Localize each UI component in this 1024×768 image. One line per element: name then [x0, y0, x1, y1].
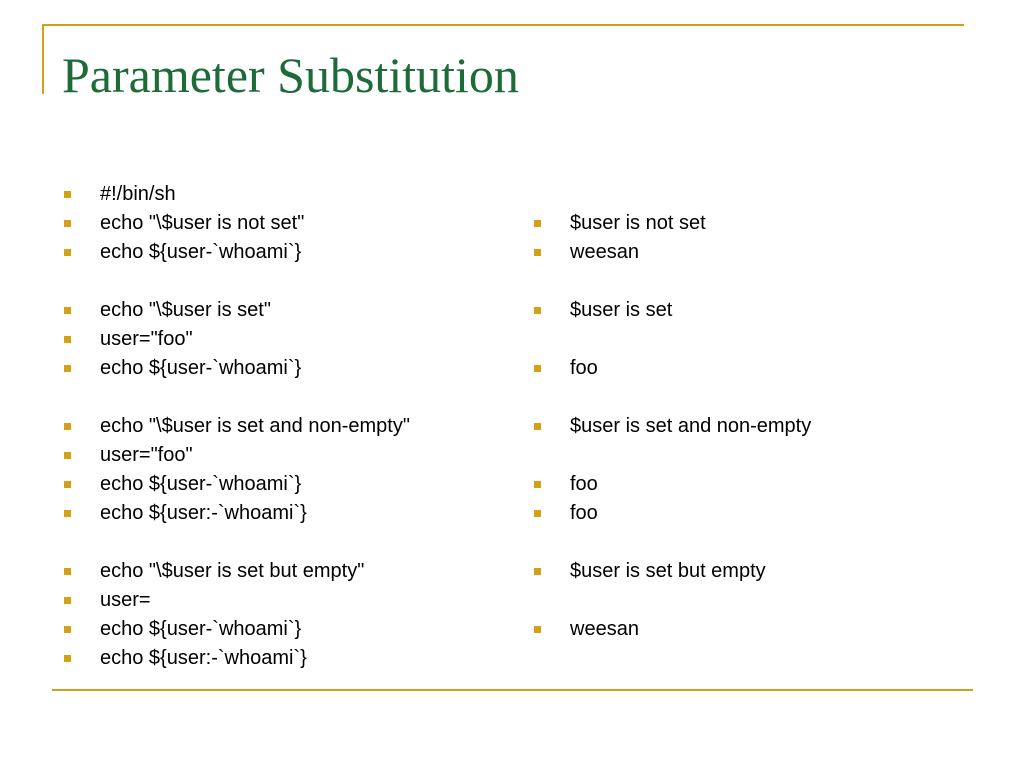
square-bullet-icon — [64, 249, 71, 256]
script-line — [62, 557, 502, 586]
square-bullet-icon — [64, 452, 71, 459]
output-line — [532, 557, 972, 586]
script-line-text: echo ${user-`whoami`} — [100, 241, 302, 263]
script-line — [62, 412, 502, 441]
blank-line — [532, 325, 972, 354]
blank-line — [532, 644, 972, 673]
slide-title: Parameter Substitution — [62, 47, 519, 103]
square-bullet-icon — [534, 626, 541, 633]
top-border-line — [42, 24, 964, 26]
square-bullet-icon — [64, 568, 71, 575]
blank-line — [62, 383, 502, 412]
output-line — [532, 615, 972, 644]
square-bullet-icon — [534, 568, 541, 575]
square-bullet-icon — [64, 626, 71, 633]
script-line — [62, 615, 502, 644]
script-line — [62, 470, 502, 499]
square-bullet-icon — [534, 249, 541, 256]
output-line — [532, 499, 972, 528]
script-line — [62, 209, 502, 238]
square-bullet-icon — [64, 481, 71, 488]
square-bullet-icon — [534, 220, 541, 227]
square-bullet-icon — [64, 423, 71, 430]
script-lines-column — [62, 180, 502, 673]
blank-line — [532, 383, 972, 412]
output-line — [532, 354, 972, 383]
script-line — [62, 586, 502, 615]
output-line-text: weesan — [570, 241, 639, 263]
output-line — [532, 238, 972, 267]
script-line — [62, 238, 502, 267]
square-bullet-icon — [534, 510, 541, 517]
script-line-text: echo ${user:-`whoami`} — [100, 502, 307, 524]
output-line-text: weesan — [570, 618, 639, 640]
blank-line — [532, 267, 972, 296]
script-line — [62, 644, 502, 673]
blank-line — [532, 441, 972, 470]
script-line — [62, 499, 502, 528]
output-line-text: foo — [570, 357, 598, 379]
output-line — [532, 412, 972, 441]
script-line-text: user="foo" — [100, 444, 193, 466]
script-line-text: echo "\$user is set but empty" — [100, 560, 365, 582]
square-bullet-icon — [534, 365, 541, 372]
blank-line — [532, 180, 972, 209]
blank-line — [62, 267, 502, 296]
square-bullet-icon — [534, 307, 541, 314]
output-line-text: $user is set but empty — [570, 560, 766, 582]
output-line-text: foo — [570, 473, 598, 495]
script-line-text: echo ${user:-`whoami`} — [100, 647, 307, 669]
square-bullet-icon — [534, 481, 541, 488]
output-line — [532, 470, 972, 499]
square-bullet-icon — [534, 423, 541, 430]
square-bullet-icon — [64, 365, 71, 372]
square-bullet-icon — [64, 307, 71, 314]
square-bullet-icon — [64, 597, 71, 604]
output-line — [532, 209, 972, 238]
left-border-line — [42, 24, 44, 94]
square-bullet-icon — [64, 655, 71, 662]
output-line-text: foo — [570, 502, 598, 524]
script-line-text: echo ${user-`whoami`} — [100, 618, 302, 640]
blank-line — [532, 528, 972, 557]
square-bullet-icon — [64, 220, 71, 227]
output-line-text: $user is set — [570, 299, 673, 321]
square-bullet-icon — [64, 510, 71, 517]
output-lines-column — [532, 180, 972, 673]
blank-line — [532, 586, 972, 615]
script-line-text: echo "\$user is set and non-empty" — [100, 415, 410, 437]
script-line-text: echo ${user-`whoami`} — [100, 473, 302, 495]
script-line — [62, 354, 502, 383]
script-line-text: user= — [100, 589, 151, 611]
script-line-text: user="foo" — [100, 328, 193, 350]
script-line — [62, 180, 502, 209]
script-line-text: #!/bin/sh — [100, 183, 176, 205]
script-line-text: echo "\$user is not set" — [100, 212, 305, 234]
script-line — [62, 441, 502, 470]
script-line — [62, 325, 502, 354]
output-line-text: $user is set and non-empty — [570, 415, 812, 437]
blank-line — [62, 528, 502, 557]
script-line — [62, 296, 502, 325]
script-line-text: echo "\$user is set" — [100, 299, 271, 321]
bottom-border-line — [52, 689, 973, 691]
script-line-text: echo ${user-`whoami`} — [100, 357, 302, 379]
output-line — [532, 296, 972, 325]
square-bullet-icon — [64, 191, 71, 198]
square-bullet-icon — [64, 336, 71, 343]
output-line-text: $user is not set — [570, 212, 706, 234]
